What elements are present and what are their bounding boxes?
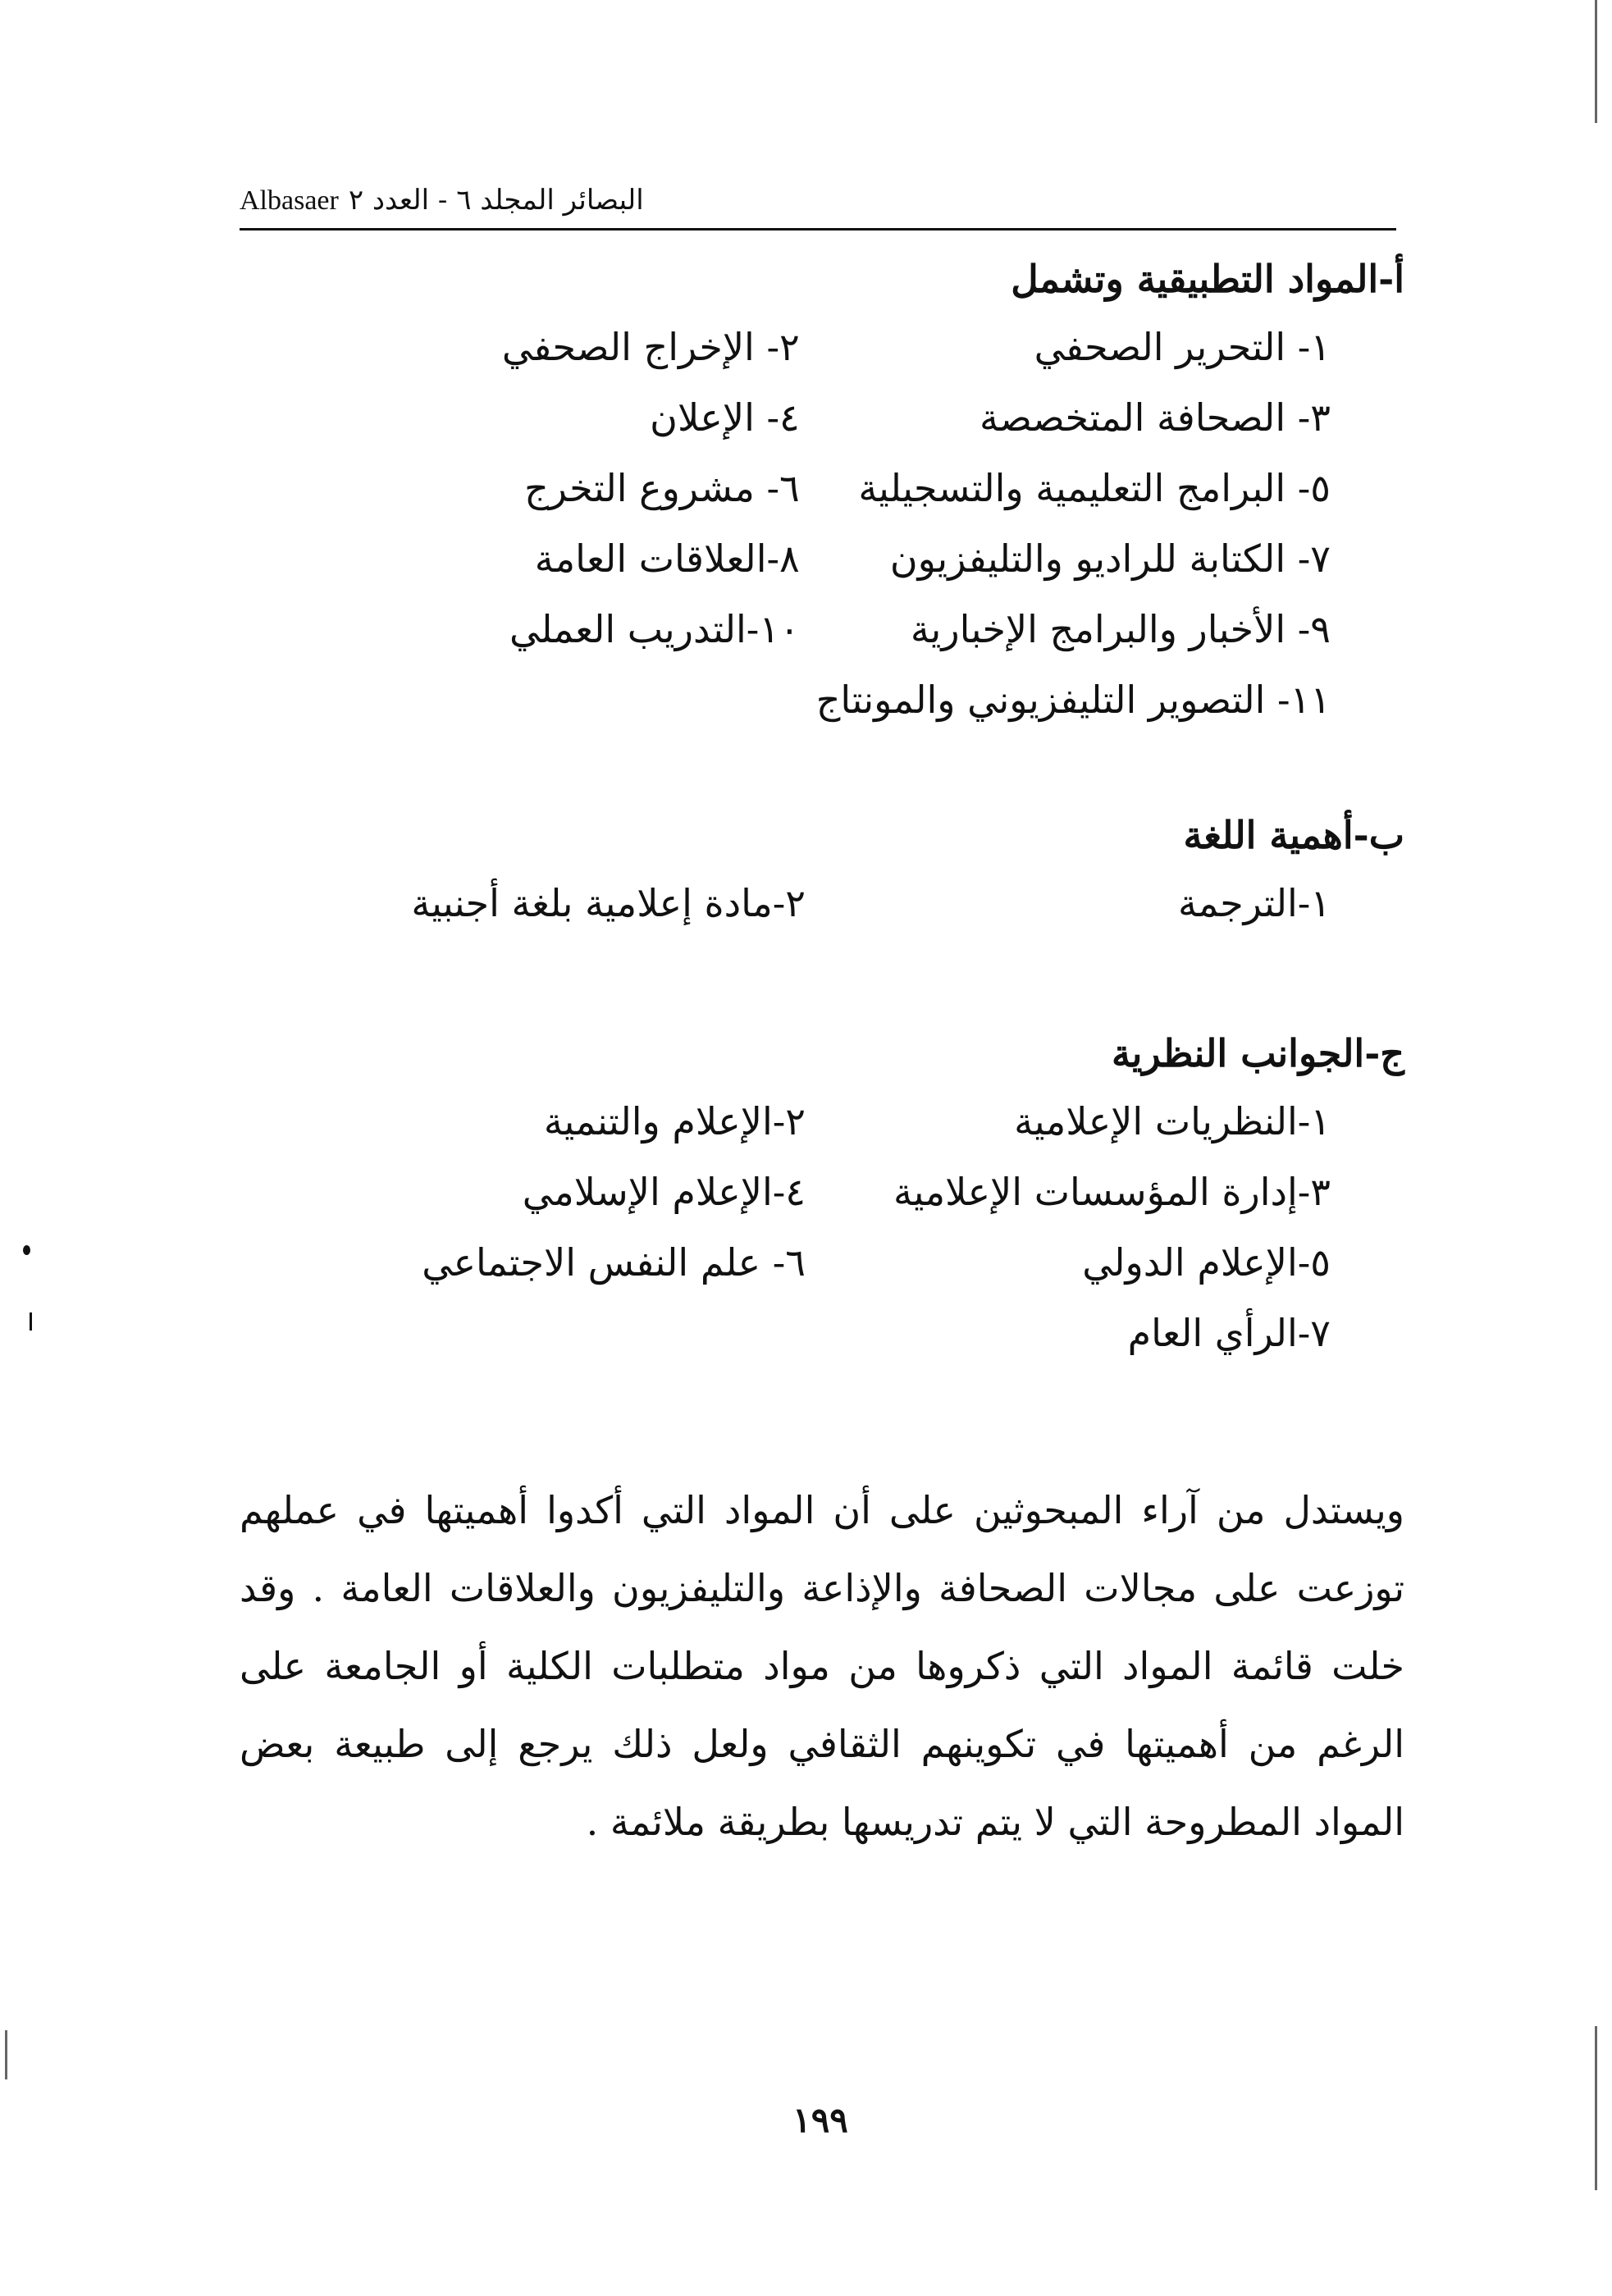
list-item: ٩- الأخبار والبرامج الإخبارية	[910, 607, 1331, 651]
page-number: ١٩٩	[792, 2100, 848, 2140]
section-applied-subjects	[240, 246, 1404, 735]
section-gap	[240, 1368, 1404, 1434]
list-item-empty	[240, 1298, 822, 1368]
list-item: ٥-الإعلام الدولي	[1082, 1240, 1331, 1285]
scan-speck	[23, 1245, 30, 1255]
list-item: ٣-إدارة المؤسسات الإعلامية	[893, 1170, 1331, 1214]
item-list	[240, 1086, 1404, 1368]
journal-name-arabic: البصائر المجلد ٦ - العدد ٢	[348, 184, 644, 217]
list-item: ٤-الإعلام الإسلامي	[522, 1170, 806, 1214]
list-item-empty	[240, 664, 816, 735]
section-heading: أ-المواد التطبيقية وتشمل	[1011, 257, 1404, 301]
list-item: ٥- البرامج التعليمية والتسجيلية	[858, 466, 1331, 510]
section-theoretical-aspects	[240, 1020, 1404, 1368]
list-item: ٦- مشروع التخرج	[524, 466, 800, 510]
section-gap	[240, 735, 1404, 802]
page-header	[240, 179, 1396, 231]
list-item: ٣- الصحافة المتخصصة	[980, 395, 1331, 440]
item-list	[240, 868, 1404, 938]
page-content	[240, 246, 1404, 1899]
list-item: ٢-مادة إعلامية بلغة أجنبية	[411, 881, 806, 925]
scan-edge-line	[5, 2030, 7, 2079]
section-heading: ج-الجوانب النظرية	[1111, 1031, 1404, 1075]
list-item: ١-النظريات الإعلامية	[1014, 1099, 1331, 1143]
section-gap	[240, 938, 1404, 1020]
body-paragraph: ويستدل من آراء المبحوثين على أن المواد التي أكدوا أهميتها في عملهم توزعت على مجالات الصحافة والإذاعة والتليفزيون والعلاقات العامة . وقد خلت قائمة المواد التي ذكروها من مواد متطلبات الكلية أو الجامعة على الرغم من أهميتها في تكوينهم الثقافي ولعل ذلك يرجع إلى طبيعة بعض المواد المطروحة التي لا يتم تدريسها بطريقة ملائمة .	[240, 1488, 1404, 1844]
scan-edge-line	[1595, 2026, 1597, 2190]
list-item: ١- التحرير الصحفي	[1034, 325, 1331, 369]
journal-name-latin: Albasaer	[240, 185, 339, 216]
list-item: ٧- الكتابة للراديو والتليفزيون	[889, 536, 1331, 581]
section-language-importance	[240, 802, 1404, 938]
list-item: ٨-العلاقات العامة	[534, 536, 800, 581]
list-item: ٧-الرأي العام	[1127, 1311, 1331, 1355]
item-list	[240, 312, 1404, 735]
list-item: ٤- الإعلان	[650, 395, 800, 440]
list-item: ٢- الإخراج الصحفي	[501, 325, 800, 369]
section-heading: ب-أهمية اللغة	[1183, 813, 1404, 857]
scan-speck	[30, 1312, 32, 1331]
list-item: ٢-الإعلام والتنمية	[543, 1099, 806, 1143]
list-item: ٦- علم النفس الاجتماعي	[422, 1240, 806, 1285]
list-item: ١٠-التدريب العملي	[509, 607, 800, 651]
list-item: ١١- التصوير التليفزيوني والمونتاج	[815, 678, 1331, 722]
running-head	[240, 184, 644, 217]
scan-edge-line	[1595, 0, 1597, 123]
list-item: ١-الترجمة	[1177, 881, 1331, 925]
